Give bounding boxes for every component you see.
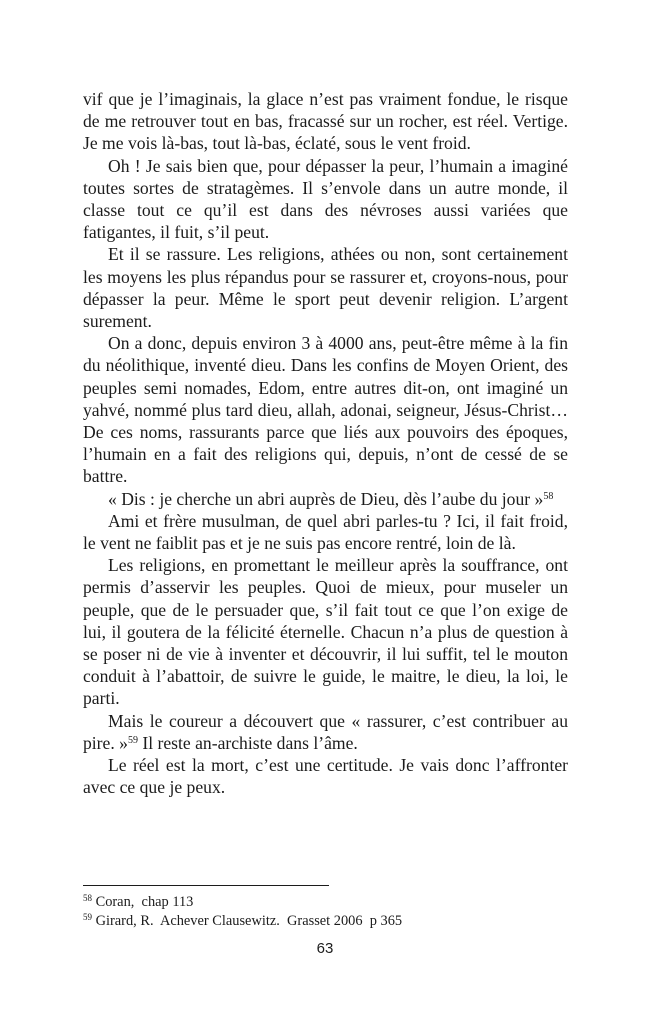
paragraph: Oh ! Je sais bien que, pour dépasser la peur, l’humain a imaginé toutes sortes de stratagèmes. Il s’envole dans un autre monde, il classe tout ce qu’il est dans des névroses aussi variées que fatigantes, il fuit, s’il peut. [83,155,568,243]
paragraph: vif que je l’imaginais, la glace n’est pas vraiment fondue, le risque de me retrouver tout en bas, fracassé sur un rocher, est réel. Vertige. Je me vois là-bas, tout là-bas, éclaté, sous le vent froid. [83,89,568,154]
footnote-58 [83,893,568,912]
footnote-text: Coran, chap 113 [92,894,194,910]
footnotes [83,893,568,931]
paragraph-text: Mais le coureur a découvert que « rassurer, c’est contribuer au pire. » [83,710,568,753]
footnote-ref-59: 59 [127,734,138,746]
footnote-ref-58: 58 [543,490,554,502]
footnote-number: 59 [83,912,92,923]
paragraph: Et il se rassure. Les religions, athées ou non, sont certainement les moyens les plus répandus pour se rassurer et, croyons-nous, pour dépasser la peur. Même le sport peut devenir religion. L’argent surement. [83,244,568,332]
page-number: 63 [316,940,334,957]
paragraph: Ami et frère musulman, de quel abri parles-tu ? Ici, il fait froid, le vent ne faiblit pas et je ne suis pas encore rentré, loin de là. [83,510,568,554]
paragraph: Le réel est la mort, c’est une certitude. Je vais donc l’affronter avec ce que je peux. [83,755,568,798]
body-text [83,88,568,799]
paragraph-text-continued: Il reste an-archiste dans l’âme. [137,732,358,753]
paragraph: Les religions, en promettant le meilleur après la souffrance, ont permis d’asservir les peuples. Quoi de mieux, pour museler un peuple, que de le persuader que, s’il fait tout ce que l’on exige de lui, il goutera de la félicité éternelle. Chacun n’a plus de question à se poser ni de vie à inventer et découvrir, il lui suffit, tel le mouton conduit à l’abattoir, de suivre le guide, le maitre, le dieu, la loi, le parti. [83,555,568,709]
paragraph: On a donc, depuis environ 3 à 4000 ans, peut-être même à la fin du néolithique, inventé dieu. Dans les confins de Moyen Orient, des peuples semi nomades, Edom, entre autres dit-on, ont imaginé un yahvé, nommé plus tard dieu, allah, adonai, seigneur, Jésus-Christ… De ces noms, rassurants parce que liés aux pouvoirs des époques, l’humain en a fait des religions qui, depuis, n’ont de cessé de se battre. [83,333,568,487]
paragraph-with-ref [83,710,568,754]
footnote-59 [83,912,568,931]
footnote-number: 58 [83,893,92,904]
quote-text: « Dis : je cherche un abri auprès de Dieu, dès l’aube du jour » [108,488,544,509]
footnote-text: Girard, R. Achever Clausewitz. Grasset 2006 p 365 [92,913,403,929]
quote-paragraph [83,488,568,510]
footnote-divider [83,885,329,886]
